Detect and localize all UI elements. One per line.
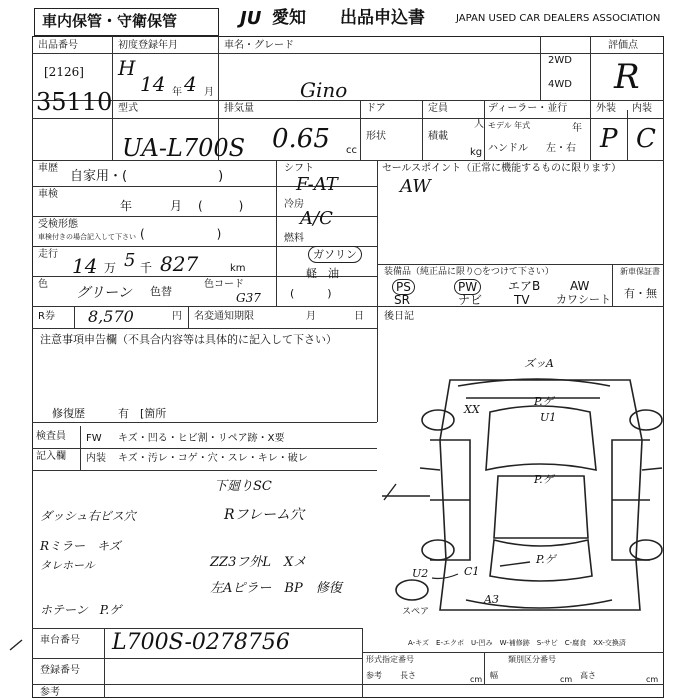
lot-number: 35110 <box>36 88 113 116</box>
color-code-value: G37 <box>236 291 261 305</box>
inspector-row1-label: FW <box>86 433 102 444</box>
accept-paren: ( ) <box>140 227 222 241</box>
inspector-row2: キズ・汚レ・コゲ・穴・スレ・キレ・破レ <box>118 453 308 464</box>
guarantee-label: 新車保証書 <box>620 267 660 276</box>
color-change-label: 色替 <box>150 285 172 298</box>
equip-aw: AW <box>570 279 590 293</box>
equip-seat: カワシート <box>556 293 611 306</box>
color-value: グリーン <box>76 285 132 301</box>
equip-ps: PS <box>392 279 415 295</box>
interior-label: 内装 <box>632 103 652 114</box>
interior-grade: C <box>636 124 656 154</box>
capacity-unit: 人 <box>474 119 484 130</box>
displacement-unit: cc <box>346 145 357 156</box>
model-code-value: UA-L700S <box>122 134 246 162</box>
model-name-value: Gino <box>300 78 348 102</box>
reg-year: 14 <box>140 72 166 96</box>
color-label: 色 <box>38 279 48 290</box>
recycle-unit: 円 <box>172 311 182 322</box>
inspector-row1: キズ・凹る・ヒビ割・リペア跡・X要 <box>118 433 285 444</box>
plate-label: 登録番号 <box>40 665 80 676</box>
reg-era: H <box>118 56 136 80</box>
equip-navi: ナビ <box>458 293 483 307</box>
ju-logo: JU <box>240 8 262 29</box>
diagram-roof-2: U1 <box>540 411 557 424</box>
color-code-label: 色コード <box>204 279 244 290</box>
lot-label: 出品番号 <box>38 40 78 51</box>
guarantee-value: 有・無 <box>624 287 657 300</box>
repair-suffix: [箇所 <box>140 407 167 420</box>
size-ref-label: 参考 <box>366 671 382 680</box>
ref-label: 参考 <box>40 687 60 698</box>
diagram-left-marks: XX <box>464 403 480 416</box>
size-length: 長さ <box>400 671 416 680</box>
mileage-sen: 5 <box>124 250 136 271</box>
mileage-label: 走行 <box>38 249 58 260</box>
notes-label: 注意事項申告欄（不具合内容等は具体的に記入して下さい） <box>40 333 337 346</box>
shift-value: F-AT <box>296 174 338 195</box>
fuel-gasoline: ガソリン <box>308 246 362 263</box>
equip-airbag: エアB <box>508 279 541 293</box>
sales-point-value: AW <box>400 176 431 197</box>
size-width: 幅 <box>490 671 498 680</box>
inspector-label-1: 検査員 <box>36 431 66 442</box>
displacement-label: 排気量 <box>224 103 254 114</box>
diagram-roof-1: P.ゲ <box>534 395 554 408</box>
name-change-day: 日 <box>354 311 364 322</box>
ac-label: 冷房 <box>284 199 304 210</box>
shift-label: シフト <box>284 163 314 174</box>
shaken-month: 月 <box>170 199 183 213</box>
equip-sr: SR <box>394 293 410 307</box>
reg-month: 4 <box>184 72 197 96</box>
diagram-u2: U2 <box>412 567 429 580</box>
registration-label: 初度登録年月 <box>118 40 178 51</box>
chassis-label: 車台番号 <box>40 635 80 646</box>
exterior-grade: P <box>600 124 618 154</box>
size-length-unit: cm <box>470 675 483 684</box>
inspector-label-2: 記入欄 <box>36 451 66 462</box>
history-label: 車歴 <box>38 163 58 174</box>
lot-sub-number: [2126] <box>44 65 84 79</box>
diagram-top-mark: ズッA <box>524 357 554 370</box>
prefecture: 愛知 <box>272 8 306 28</box>
handle-value: 左・右 <box>546 143 576 154</box>
class-number-label: 類別区分番号 <box>508 655 556 664</box>
load-unit: kg <box>470 147 483 158</box>
recycle-value: 8,570 <box>88 307 134 326</box>
storage-label: 車内保管・守衛保管 <box>42 12 178 30</box>
repair-label: 修復歴 <box>52 407 85 420</box>
equip-tv: TV <box>514 293 530 307</box>
mileage-man-unit: 万 <box>104 261 117 275</box>
diagram-a3: A3 <box>484 593 499 606</box>
shaken-label: 車検 <box>38 189 58 200</box>
rear-input-label: 後日記 <box>384 311 414 322</box>
reg-year-unit: 年 <box>172 87 182 98</box>
note-7: 左Aピラー BP 修復 <box>210 581 342 596</box>
doors-label: ドア <box>366 103 386 114</box>
ac-value: A/C <box>300 208 333 229</box>
drive-2wd: 2WD <box>548 55 572 66</box>
note-1: 下廻りSC <box>214 479 272 494</box>
name-change-label: 名変通知期限 <box>194 311 254 322</box>
size-height-unit: cm <box>646 675 659 684</box>
model-year-label: モデル 年式 <box>488 121 531 130</box>
note-4: Rミラー キズ <box>40 539 121 553</box>
model-name-label: 車名・グレード <box>224 40 294 51</box>
note-5: タレホール <box>40 559 95 572</box>
note-2: ダッシュ右ビス穴 <box>40 509 136 523</box>
inspector-row2-label: 内装 <box>86 453 106 464</box>
history-value: 自家用・( ) <box>70 169 224 184</box>
recycle-label: R券 <box>38 311 55 322</box>
accept-label: 受検形態 <box>38 219 78 230</box>
size-width-unit: cm <box>560 675 573 684</box>
reg-month-unit: 月 <box>204 87 214 98</box>
size-height: 高さ <box>580 671 596 680</box>
accept-note: 車検付きの場合記入して下さい <box>38 233 136 241</box>
diagram-legend: A-キズ E-エクボ U-凹み W-補修跡 S-サビ C-腐食 XX-交換済 <box>408 639 626 647</box>
handle-label: ハンドル <box>488 143 528 154</box>
displacement-value: 0.65 <box>272 124 330 154</box>
evaluation-label: 評価点 <box>608 40 638 51</box>
note-6: ZZ3フ外L Xメ <box>210 555 307 570</box>
mileage-man: 14 <box>72 254 98 278</box>
association: JAPAN USED CAR DEALERS ASSOCIATION <box>456 13 661 24</box>
mileage-rest: 827 <box>160 252 199 276</box>
shaken-paren: ( ) <box>198 199 244 213</box>
dealer-label: ディーラー・並行 <box>488 103 568 114</box>
diagram-c1: C1 <box>464 565 480 578</box>
drive-4wd: 4WD <box>548 79 572 90</box>
model-code-label: 型式 <box>118 103 138 114</box>
equipment-label: 装備品（純正品に限り○をつけて下さい） <box>384 267 554 277</box>
name-change-month: 月 <box>306 311 316 322</box>
equip-pw: PW <box>454 279 481 295</box>
shape-label: 形状 <box>366 131 386 142</box>
model-year-unit: 年 <box>572 123 582 134</box>
evaluation-score: R <box>614 57 640 97</box>
fuel-paren: ( ) <box>290 287 332 300</box>
diagram-hood: P.ゲ <box>534 473 554 486</box>
form-title: 出品申込書 <box>340 8 425 28</box>
fuel-diesel: 軽 油 <box>306 267 339 280</box>
chassis-value: L700S-0278756 <box>112 630 290 655</box>
mileage-sen-unit: 千 <box>140 261 153 275</box>
shaken-year: 年 <box>120 199 133 213</box>
diagram-spare: スペア <box>402 607 430 617</box>
capacity-label: 定員 <box>428 103 448 114</box>
type-number-label: 形式指定番号 <box>366 655 414 664</box>
exterior-label: 外装 <box>596 103 616 114</box>
fuel-label: 燃料 <box>284 233 304 244</box>
sales-point-label: セールスポイント（正常に機能するものに限ります） <box>382 163 622 174</box>
mileage-unit: km <box>230 263 246 274</box>
note-3: Rフレーム穴 <box>224 507 304 523</box>
note-8: ホテーン P.ゲ <box>40 603 122 617</box>
repair-value: 有 <box>118 407 129 420</box>
load-label: 積載 <box>428 131 448 142</box>
diagram-rear: P.ゲ <box>536 553 556 566</box>
